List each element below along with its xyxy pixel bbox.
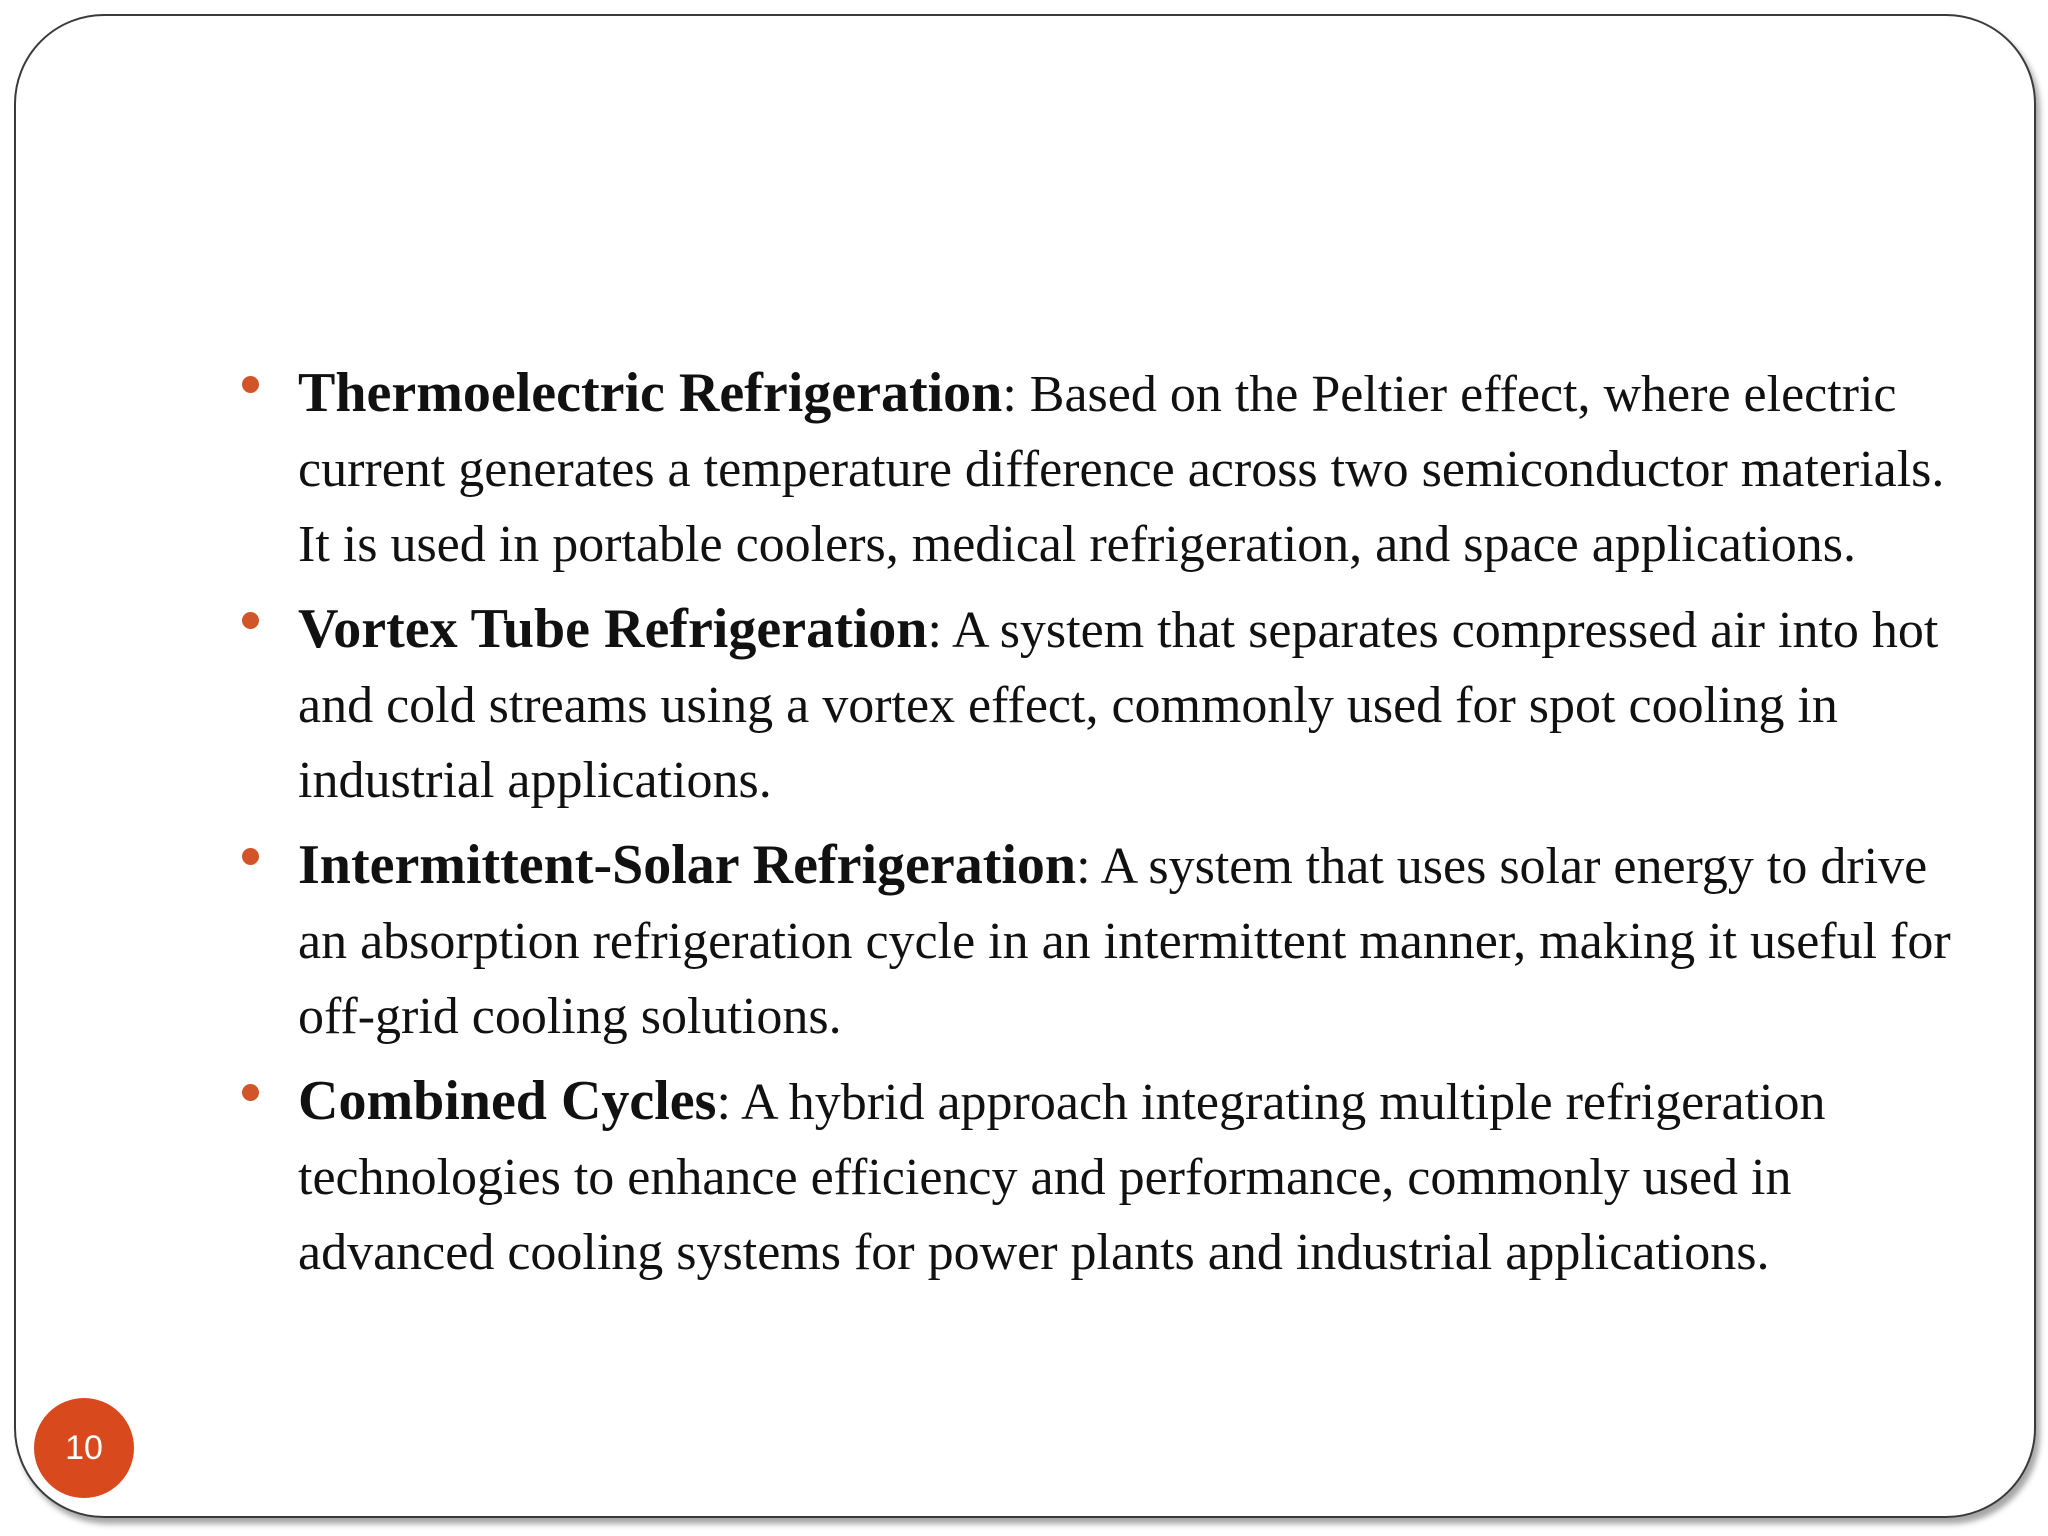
- page-number-badge: 10: [34, 1398, 134, 1498]
- bullet-separator: :: [1002, 366, 1030, 423]
- bullet-term: Intermittent-Solar Refrigeration: [298, 834, 1077, 896]
- bullet-list: [236, 356, 1956, 1300]
- bullet-icon: [242, 612, 259, 629]
- bullet-icon: [242, 1084, 259, 1101]
- list-item: [236, 356, 1956, 582]
- bullet-separator: :: [927, 602, 953, 659]
- bullet-description: Based on the Peltier effect, where electric current generates a temperature difference across two semiconductor materials. It is used in portable coolers, medical refrigeration, and space applications.: [298, 366, 1945, 573]
- bullet-icon: [242, 376, 259, 393]
- bullet-icon: [242, 848, 259, 865]
- bullet-term: Thermoelectric Refrigeration: [298, 362, 1003, 424]
- list-item: [236, 1064, 1956, 1290]
- bullet-term: Vortex Tube Refrigeration: [298, 598, 928, 660]
- bullet-separator: :: [716, 1074, 742, 1131]
- bullet-description: A system that separates compressed air into hot and cold streams using a vortex effect, commonly used for spot cooling in industrial applications.: [298, 602, 1939, 809]
- bullet-description: A hybrid approach integrating multiple refrigeration technologies to enhance efficiency and performance, commonly used in advanced cooling systems for power plants and industrial applications.: [298, 1074, 1826, 1281]
- bullet-separator: :: [1076, 838, 1101, 895]
- bullet-term: Combined Cycles: [298, 1070, 717, 1132]
- bullet-description: A system that uses solar energy to drive an absorption refrigeration cycle in an intermittent manner, making it useful for off-grid cooling solutions.: [298, 838, 1951, 1045]
- slide-frame: [14, 14, 2036, 1518]
- list-item: [236, 828, 1956, 1054]
- list-item: [236, 592, 1956, 818]
